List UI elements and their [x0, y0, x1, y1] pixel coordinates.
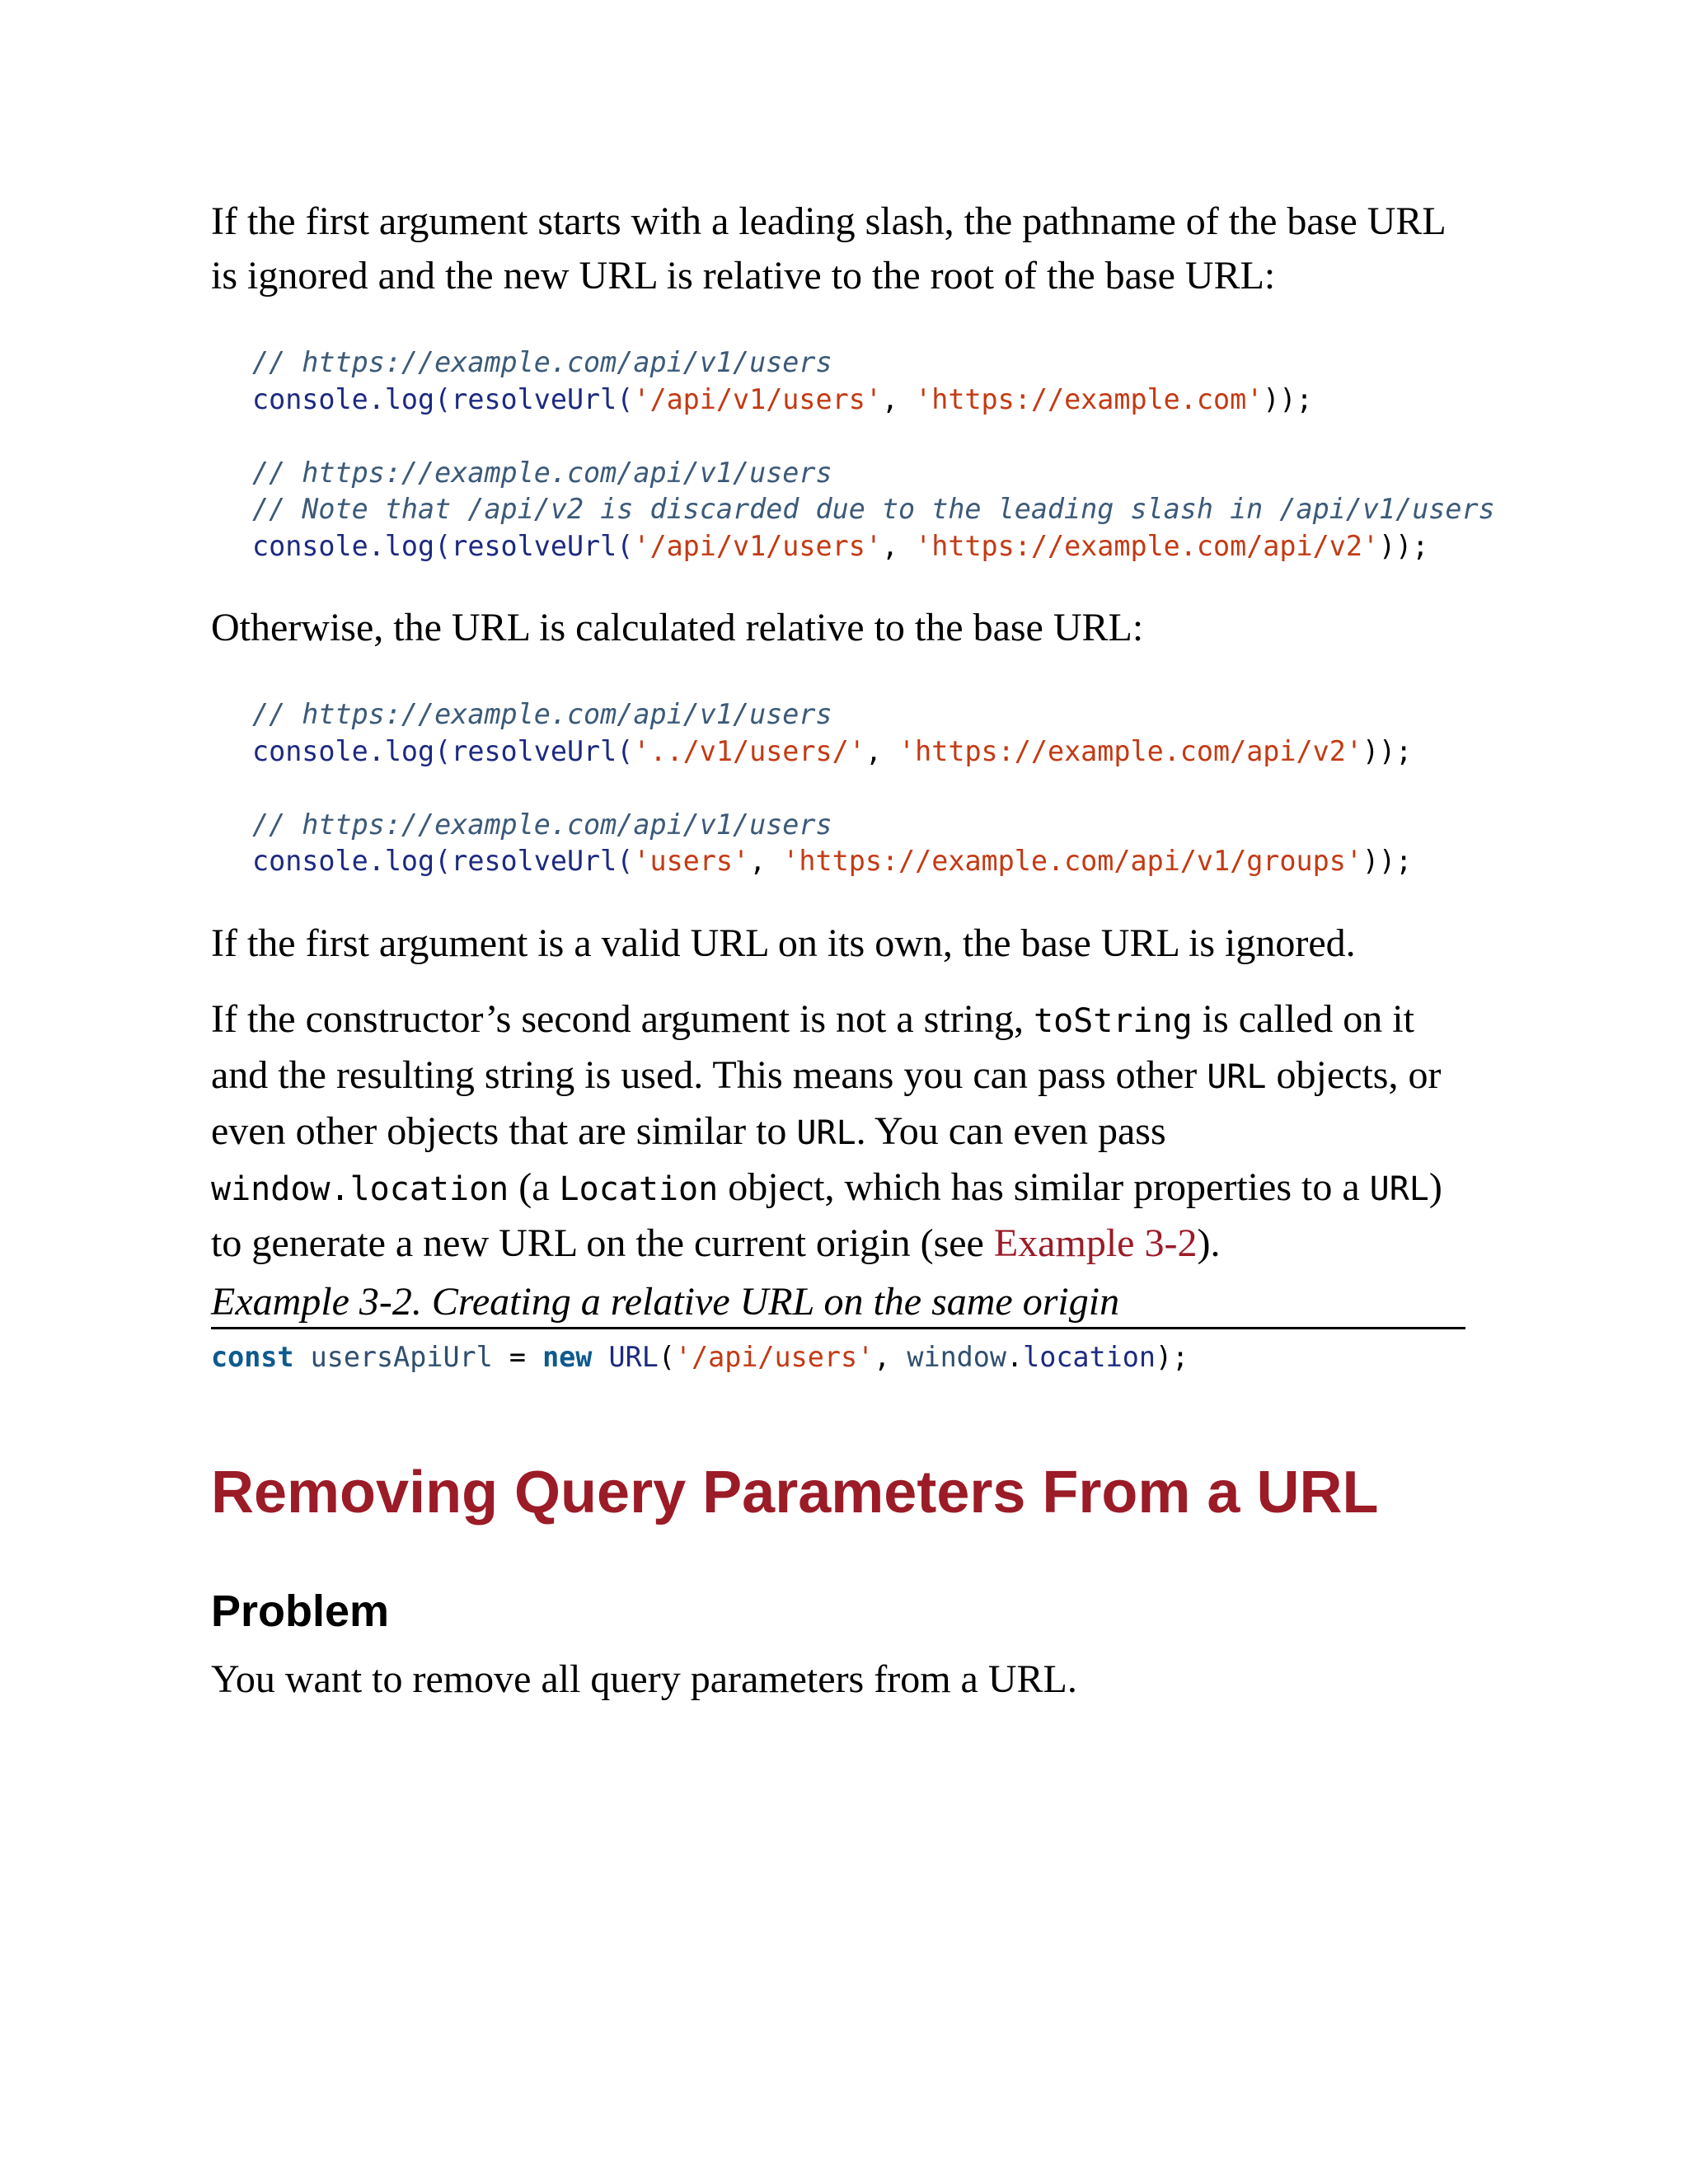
code-string: '/api/v1/users' — [633, 382, 882, 415]
code-punct: )); — [1362, 845, 1413, 877]
example-link[interactable]: Example 3-2 — [993, 1221, 1198, 1265]
text-run: . You can even pass — [856, 1108, 1166, 1153]
text-run: objects, or even other objects that are similar to — [211, 1052, 1442, 1153]
paragraph-leading-slash: If the first argument starts with a leading slash, the pathname of the base URL is ignored and the new URL is relative to the root of the base URL: — [211, 199, 1445, 298]
paragraph-constructor — [211, 992, 1465, 1271]
code-identifier: usersApiUrl — [310, 1340, 493, 1373]
code-comment: // https://example.com/api/v1/users — [252, 808, 832, 841]
page-content — [211, 194, 1495, 1707]
code-punct: , — [865, 734, 899, 767]
code-keyword: new — [542, 1340, 593, 1373]
code-keyword: const — [211, 1340, 294, 1373]
text-run: ) to generate a new URL on the current origin (see — [211, 1165, 1442, 1265]
code-punct: ( — [658, 1340, 675, 1373]
code-string: 'https://example.com/api/v2' — [898, 734, 1362, 767]
code-string: '/api/users' — [674, 1340, 874, 1373]
code-class: URL — [608, 1340, 659, 1373]
text-run: ). — [1197, 1221, 1221, 1265]
inline-code: toString — [1034, 1001, 1193, 1040]
code-comment: // https://example.com/api/v1/users — [252, 456, 832, 489]
code-punct: )); — [1263, 382, 1313, 415]
code-string: '/api/v1/users' — [633, 529, 882, 562]
code-punct: )); — [1379, 529, 1429, 562]
code-comment: // https://example.com/api/v1/users — [252, 346, 832, 378]
code-comment: // https://example.com/api/v1/users — [252, 698, 832, 730]
text-run: (a — [509, 1165, 560, 1209]
code-punct: , — [881, 382, 916, 415]
code-punct: ); — [1155, 1340, 1189, 1373]
code-punct: . — [1006, 1340, 1024, 1373]
code-block-leading-slash — [211, 344, 1495, 565]
code-call: console.log(resolveUrl( — [252, 382, 634, 415]
code-property: location — [1023, 1340, 1156, 1373]
code-punct: , — [749, 845, 783, 877]
problem-text: You want to remove all query parameters from a URL. — [211, 1657, 1077, 1701]
text-run: is called on it and the resulting string is used. This means you can pass other — [211, 996, 1414, 1097]
code-block-example — [211, 1339, 1465, 1376]
code-call: console.log(resolveUrl( — [252, 734, 634, 767]
inline-code: URL — [1369, 1169, 1429, 1208]
code-call: console.log(resolveUrl( — [252, 845, 634, 877]
code-punct: , — [874, 1340, 907, 1373]
problem-heading: Problem — [211, 1586, 390, 1636]
example-caption: Example 3-2. Creating a relative URL on the same origin — [211, 1279, 1465, 1329]
code-identifier: window — [907, 1340, 1006, 1373]
code-comment: // Note that /api/v2 is discarded due to the leading slash in /api/v1/users — [252, 493, 1495, 525]
code-string: '../v1/users/' — [633, 734, 865, 767]
code-punct: = — [492, 1340, 543, 1373]
code-string: 'https://example.com/api/v1/groups' — [782, 845, 1362, 877]
paragraph-valid-url: If the first argument is a valid URL on its own, the base URL is ignored. — [211, 921, 1356, 965]
section-title: Removing Query Parameters From a URL — [211, 1460, 1379, 1526]
code-block-relative — [211, 696, 1465, 880]
code-string: 'https://example.com' — [915, 382, 1264, 415]
paragraph-otherwise: Otherwise, the URL is calculated relative to the base URL: — [211, 606, 1144, 649]
code-punct: )); — [1362, 734, 1413, 767]
inline-code: URL — [1207, 1057, 1267, 1096]
inline-code: URL — [796, 1113, 856, 1152]
text-run: object, which has similar properties to a — [718, 1165, 1370, 1209]
code-string: 'https://example.com/api/v2' — [915, 529, 1380, 562]
inline-code: Location — [559, 1169, 719, 1208]
inline-code: window.location — [211, 1169, 509, 1208]
code-string: 'users' — [633, 845, 750, 877]
code-punct: , — [881, 529, 916, 562]
text-run: If the constructor’s second argument is not a string, — [211, 996, 1034, 1041]
code-call: console.log(resolveUrl( — [252, 529, 634, 562]
